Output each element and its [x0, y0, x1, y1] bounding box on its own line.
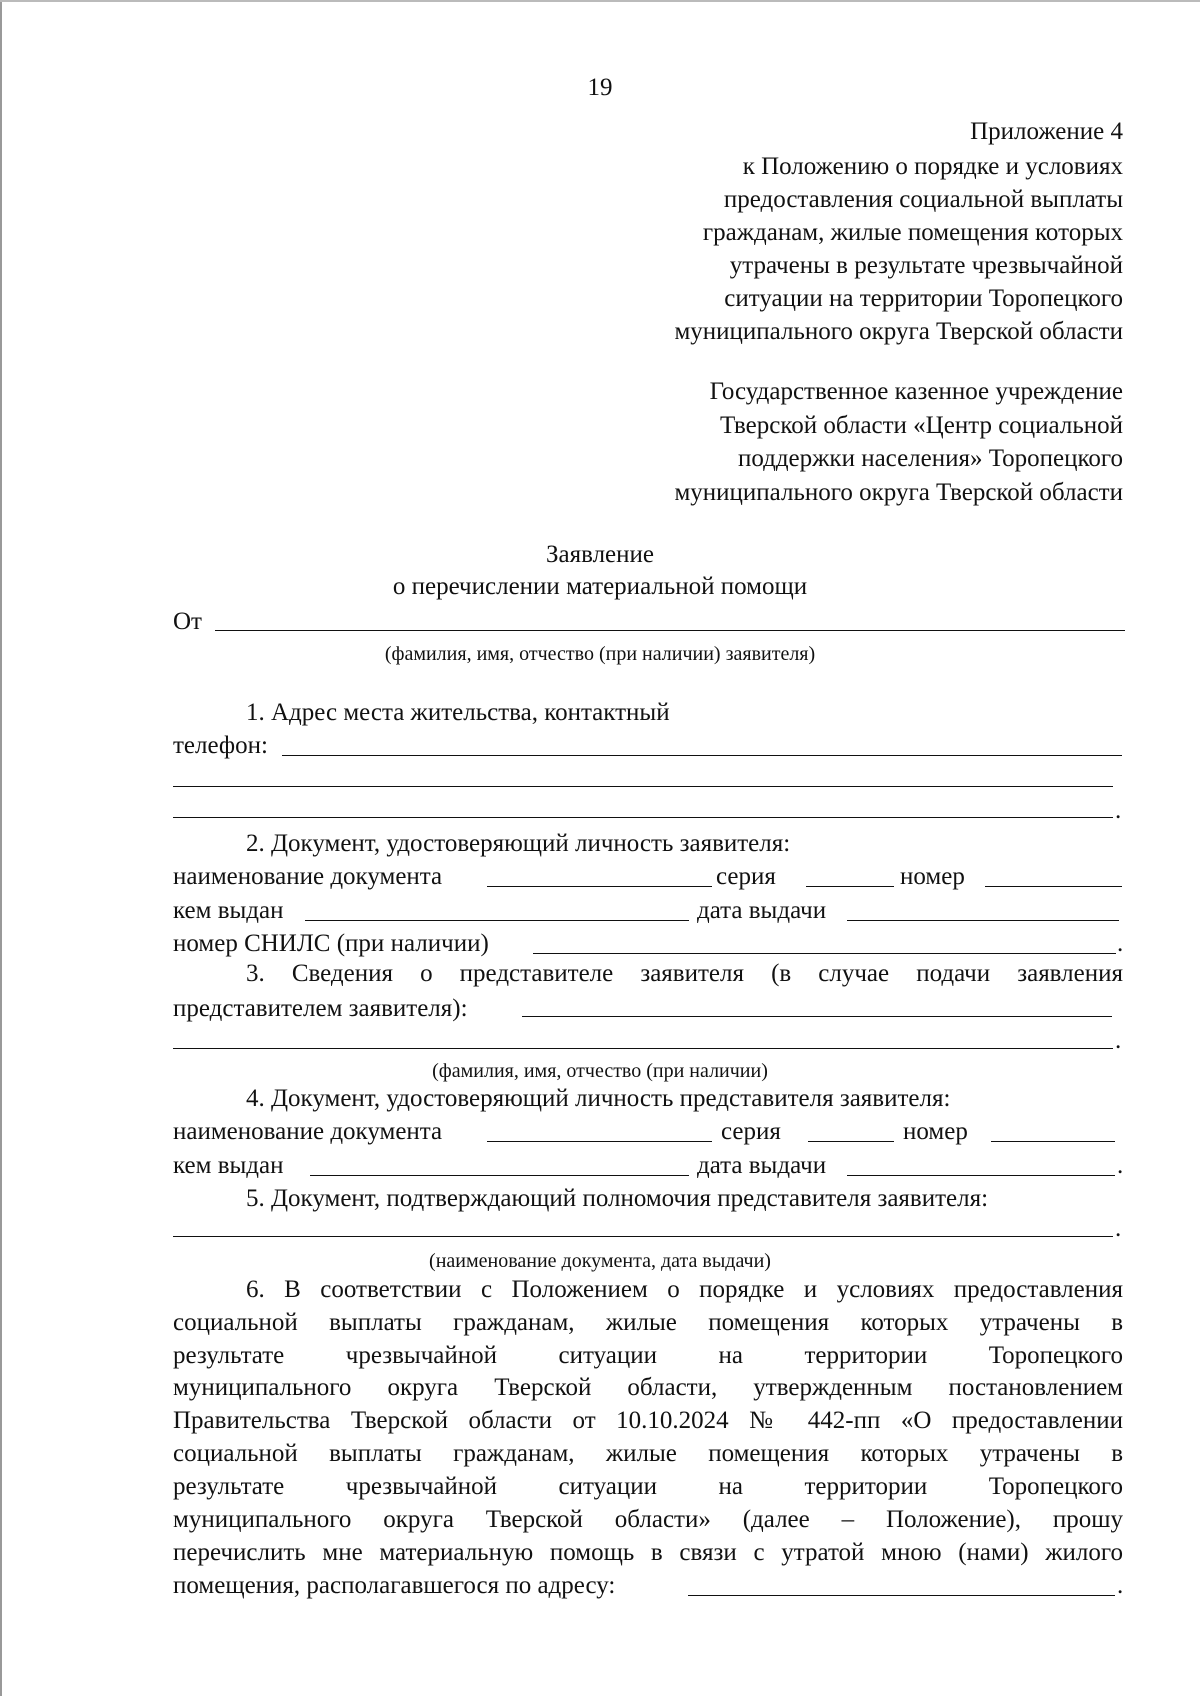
- section6-line: результате чрезвычайной ситуации на территории Торопецкого: [173, 1342, 1123, 1369]
- document-subtitle: о перечислении материальной помощи: [392, 573, 808, 600]
- section6-line: помещения, располагавшегося по адресу:: [173, 1572, 616, 1599]
- scan-edge-line: [0, 0, 2, 1696]
- lost-address-fill-line[interactable]: [688, 1595, 1115, 1596]
- period: .: [1117, 930, 1124, 957]
- series-fill-line[interactable]: [808, 1141, 894, 1142]
- period: .: [1115, 1027, 1122, 1054]
- representative-hint: (фамилия, имя, отчество (при наличии): [432, 1060, 768, 1082]
- section5-title: 5. Документ, подтверждающий полномочия представителя заявителя:: [246, 1185, 989, 1212]
- section6-line: социальной выплаты гражданам, жилые помещения которых утрачены в: [173, 1309, 1123, 1336]
- section3-line: представителем заявителя):: [173, 995, 468, 1022]
- addressee-line: поддержки населения» Торопецкого: [737, 445, 1123, 472]
- section6-line: результате чрезвычайной ситуации на территории Торопецкого: [173, 1473, 1123, 1500]
- from-label: От: [173, 608, 202, 635]
- scan-edge-line: [0, 0, 1200, 2]
- section1-title: 1. Адрес места жительства, контактный: [246, 699, 670, 726]
- appendix-line: утрачены в результате чрезвычайной: [729, 252, 1123, 279]
- issued-by-label: кем выдан: [173, 897, 284, 924]
- section6-line: перечислить мне материальную помощь в связи с утратой мною (нами) жилого: [173, 1539, 1123, 1566]
- address-fill-line[interactable]: [282, 755, 1122, 756]
- representative-fill-line[interactable]: [173, 1048, 1113, 1049]
- section6-line: Правительства Тверской области от 10.10.2024 № 442-пп «О предоставлении: [173, 1407, 1123, 1434]
- section2-title: 2. Документ, удостоверяющий личность заявителя:: [246, 830, 791, 857]
- page-number: 19: [587, 74, 613, 101]
- section6-line: 6. В соответствии с Положением о порядке и условиях предоставления: [246, 1276, 1123, 1303]
- addressee-line: Тверской области «Центр социальной: [719, 412, 1123, 439]
- address-fill-line[interactable]: [173, 786, 1113, 787]
- addressee-line: муниципального округа Тверской области: [674, 479, 1123, 506]
- section6-line: социальной выплаты гражданам, жилые помещения которых утрачены в: [173, 1440, 1123, 1467]
- series-fill-line[interactable]: [806, 886, 894, 887]
- issue-date-label: дата выдачи: [697, 1152, 827, 1179]
- phone-label: телефон:: [173, 732, 268, 759]
- doc-name-label: наименование документа: [173, 1118, 443, 1145]
- snils-label: номер СНИЛС (при наличии): [173, 930, 489, 957]
- issued-by-label: кем выдан: [173, 1152, 284, 1179]
- section4-title: 4. Документ, удостоверяющий личность представителя заявителя:: [246, 1085, 951, 1112]
- addressee-line: Государственное казенное учреждение: [709, 378, 1123, 405]
- issue-date-fill-line[interactable]: [847, 920, 1119, 921]
- doc-name-label: наименование документа: [173, 863, 443, 890]
- section6-line: муниципального округа Тверской области» (далее – Положение), прошу: [173, 1506, 1123, 1533]
- snils-fill-line[interactable]: [533, 953, 1116, 954]
- number-fill-line[interactable]: [991, 1141, 1115, 1142]
- issue-date-fill-line[interactable]: [847, 1175, 1115, 1176]
- series-label: серия: [721, 1118, 781, 1145]
- from-fill-line[interactable]: [215, 630, 1125, 631]
- document-title: Заявление: [545, 541, 655, 568]
- appendix-line: ситуации на территории Торопецкого: [724, 285, 1123, 312]
- period: .: [1115, 1215, 1122, 1242]
- appendix-title: Приложение 4: [970, 118, 1123, 145]
- issue-date-label: дата выдачи: [697, 897, 827, 924]
- period: .: [1117, 1152, 1124, 1179]
- address-fill-line[interactable]: [173, 817, 1113, 818]
- section6-line: муниципального округа Тверской области, утвержденным постановлением: [173, 1374, 1123, 1401]
- number-fill-line[interactable]: [985, 886, 1122, 887]
- number-label: номер: [900, 863, 965, 890]
- doc-name-fill-line[interactable]: [487, 886, 712, 887]
- period: .: [1117, 1572, 1124, 1599]
- appendix-line: муниципального округа Тверской области: [674, 318, 1123, 345]
- doc-name-fill-line[interactable]: [487, 1141, 712, 1142]
- authority-hint: (наименование документа, дата выдачи): [429, 1250, 771, 1272]
- number-label: номер: [903, 1118, 968, 1145]
- appendix-line: гражданам, жилые помещения которых: [702, 219, 1123, 246]
- section3-line: 3. Сведения о представителе заявителя (в случае подачи заявления: [246, 960, 1123, 987]
- series-label: серия: [716, 863, 776, 890]
- from-hint: (фамилия, имя, отчество (при наличии) заявителя): [384, 643, 816, 665]
- appendix-line: к Положению о порядке и условиях: [742, 153, 1123, 180]
- representative-fill-line[interactable]: [522, 1016, 1112, 1017]
- issued-by-fill-line[interactable]: [305, 920, 689, 921]
- authority-fill-line[interactable]: [173, 1236, 1113, 1237]
- issued-by-fill-line[interactable]: [310, 1175, 689, 1176]
- period: .: [1115, 797, 1122, 824]
- appendix-line: предоставления социальной выплаты: [723, 186, 1123, 213]
